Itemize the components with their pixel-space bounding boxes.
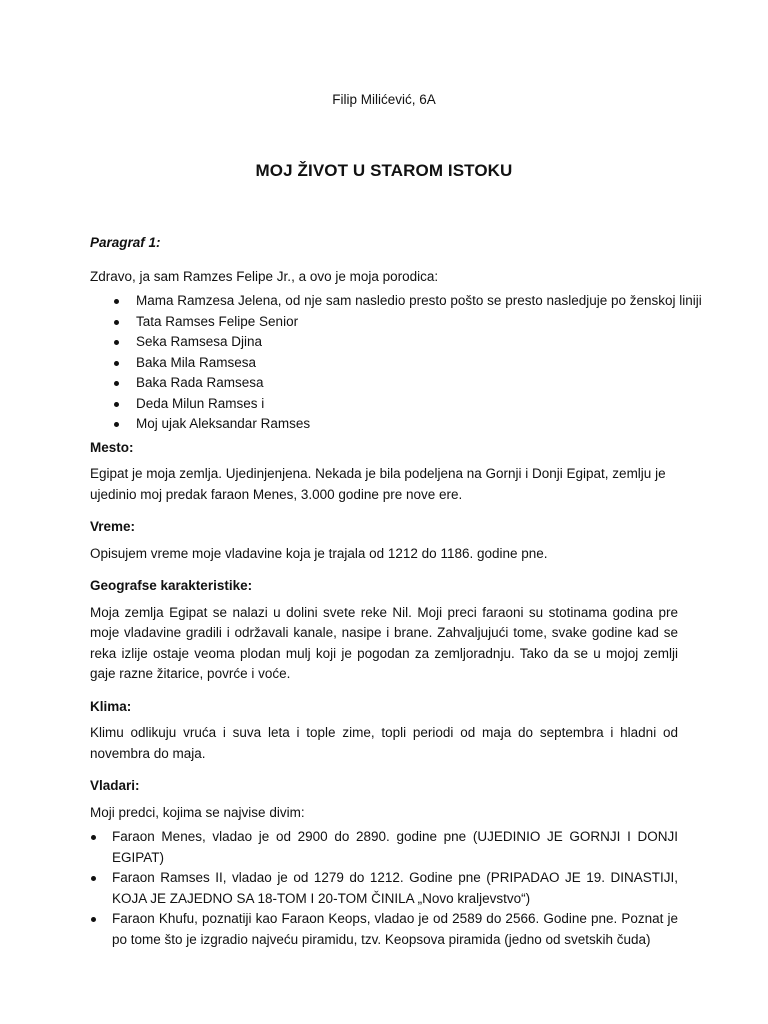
rulers-list <box>90 827 678 950</box>
section-text-mesto: Egipat je moja zemlja. Ujedinjenjena. Nekada je bila podeljena na Gornji i Donji Egipat, zemlju je ujedinio moj predak faraon Menes, 3.000 godine pre nove ere. <box>90 466 666 502</box>
section-heading-vreme: Vreme: <box>90 519 136 534</box>
list-item: Tata Ramses Felipe Senior <box>90 312 678 333</box>
bullet-icon <box>114 340 119 345</box>
section-heading-vladari: Vladari: <box>90 778 140 793</box>
section-text-vreme: Opisujem vreme moje vladavine koja je trajala od 1212 do 1186. godine pne. <box>90 545 548 561</box>
section-heading-mesto: Mesto: <box>90 439 134 455</box>
document-body <box>90 233 702 950</box>
bullet-icon <box>114 320 119 325</box>
bullet-icon <box>114 402 119 407</box>
list-item: Moj ujak Aleksandar Ramses <box>90 414 678 435</box>
bullet-icon <box>91 835 96 840</box>
section-heading-klima: Klima: <box>90 698 132 714</box>
list-item: Deda Milun Ramses i <box>90 394 678 415</box>
list-item: Baka Rada Ramsesa <box>90 373 678 394</box>
bullet-icon <box>91 876 96 881</box>
list-item: Baka Mila Ramsesa <box>90 353 678 374</box>
bullet-icon <box>114 381 119 386</box>
list-item: Faraon Menes, vladao je od 2900 do 2890. godine pne (UJEDINIO JE GORNJI I DONJI EGIPAT) <box>90 827 678 868</box>
section-text-klima: Klimu odlikuju vruća i suva leta i tople zime, topli periodi od maja do septembra i hladni od novembra do maja. <box>90 725 678 761</box>
author-line: Filip Milićević, 6A <box>332 92 436 107</box>
section-heading-geografija: Geografse karakteristike: <box>90 578 253 593</box>
bullet-icon <box>114 361 119 366</box>
family-list <box>90 291 702 435</box>
section-text-vladari-intro: Moji predci, kojima se najvise divim: <box>90 804 305 820</box>
bullet-icon <box>91 917 96 922</box>
list-item: Mama Ramzesa Jelena, od nje sam nasledio presto pošto se presto nasledjuje po ženskoj liniji <box>90 291 678 312</box>
list-item: Seka Ramsesa Djina <box>90 332 678 353</box>
section-text-geografija: Moja zemlja Egipat se nalazi u dolini svete reke Nil. Moji preci faraoni su stotinama godina pre moje vladavine gradili i održavali kanale, nasipe i brane. Zahvaljujući tome, svake godine kad se reka izlije ostaje veoma plodan mulj koji je pogodan za zemljoradnju. Tako da se u mojoj zemlji gaje razne žitarice, povrće i voće. <box>90 604 678 681</box>
list-item: Faraon Ramses II, vladao je od 1279 do 1212. Godine pne (PRIPADAO JE 19. DINASTIJI, KOJA JE ZAJEDNO SA 18-TOM I 20-TOM ČINILA „Novo kraljevstvo“) <box>90 868 678 909</box>
paragraph-label: Paragraf 1: <box>90 235 161 250</box>
bullet-icon <box>114 422 119 427</box>
family-intro: Zdravo, ja sam Ramzes Felipe Jr., a ovo je moja porodica: <box>90 268 439 284</box>
list-item: Faraon Khufu, poznatiji kao Faraon Keops, vladao je od 2589 do 2566. Godine pne. Poznat je po tome što je izgradio najveću piramidu, tzv. Keopsova piramida (jedno od svetskih čuda) <box>90 909 678 950</box>
document-title: MOJ ŽIVOT U STAROM ISTOKU <box>255 161 513 180</box>
bullet-icon <box>114 299 119 304</box>
